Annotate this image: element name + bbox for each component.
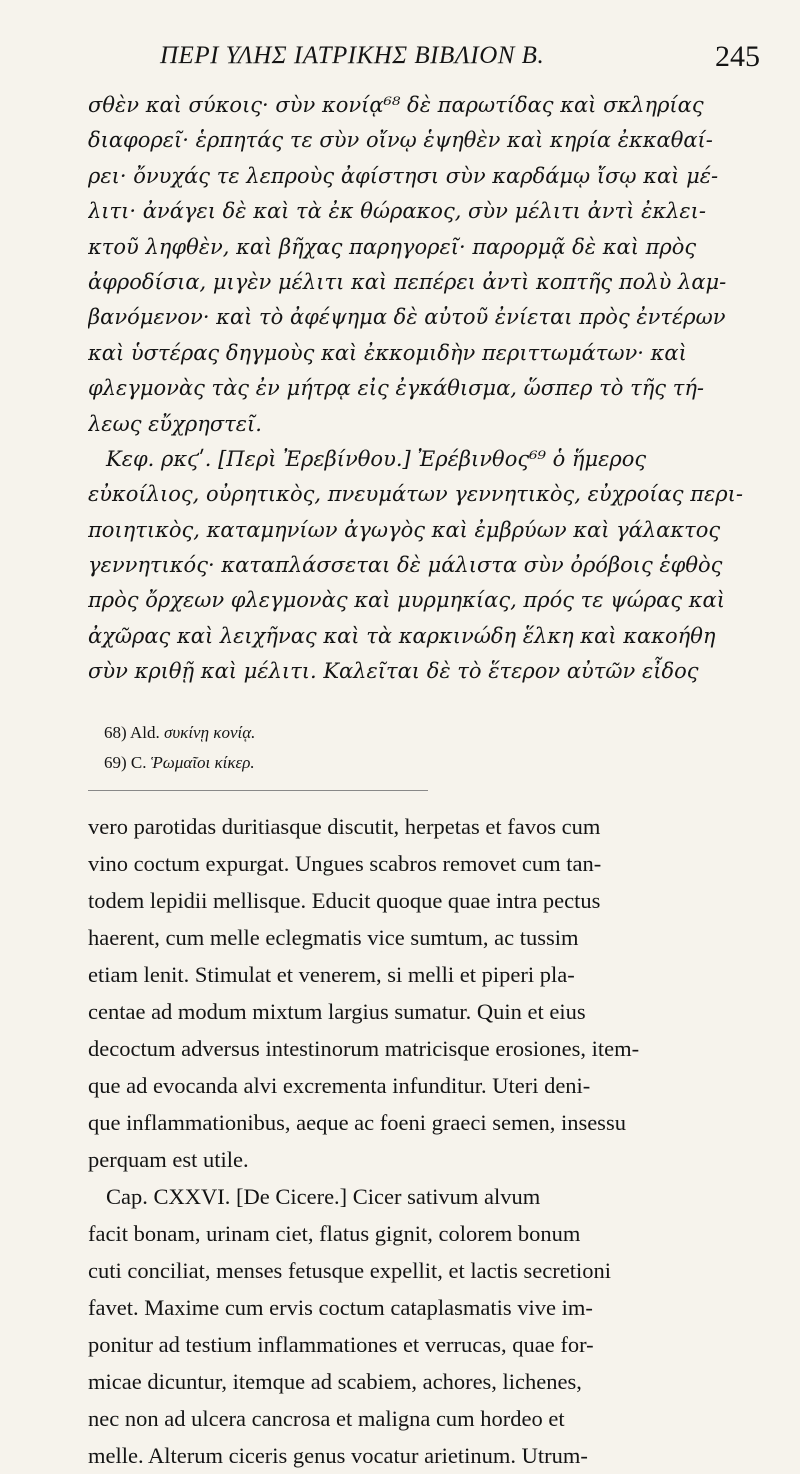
latin-line: melle. Alterum ciceris genus vocatur arietinum. Utrum- — [88, 1443, 588, 1468]
latin-line: facit bonam, urinam ciet, flatus gignit, colorem bonum — [88, 1221, 581, 1246]
latin-line: nec non ad ulcera cancrosa et maligna cum hordeo et — [88, 1406, 565, 1431]
greek-line: καὶ ὑστέρας δηγμοὺς καὶ ἐκκομιδὴν περιττωμάτων· καὶ — [88, 340, 687, 365]
greek-line: γεννητικός· καταπλάσσεται δὲ μάλιστα σὺν ὀρόβοις ἑφθὸς — [88, 553, 723, 578]
footnote-text: Ῥωμαῖοι κίκερ. — [150, 753, 255, 772]
latin-line: micae dicuntur, itemque ad scabiem, achores, lichenes, — [88, 1369, 582, 1394]
section-divider — [88, 790, 428, 791]
greek-line: πρὸς ὄρχεων φλεγμονὰς καὶ μυρμηκίας, πρός τε ψώρας καὶ — [88, 588, 725, 613]
greek-line: ρει· ὄνυχάς τε λεπροὺς ἀφίστησι σὺν καρδάμῳ ἴσῳ καὶ μέ- — [88, 163, 719, 188]
latin-chapter-heading-line: Cap. CXXVI. [De Cicere.] Cicer sativum alvum — [106, 1184, 541, 1209]
latin-line: haerent, cum melle eclegmatis vice sumtum, ac tussim — [88, 925, 579, 950]
latin-line: centae ad modum mixtum largius sumatur. Quin et eius — [88, 999, 586, 1024]
greek-line: ἀφροδίσια, μιγὲν μέλιτι καὶ πεπέρει ἀντὶ κοπτῆς πολὺ λαμ- — [88, 269, 727, 294]
latin-line: vero parotidas duritiasque discutit, herpetas et favos cum — [88, 814, 601, 839]
latin-line: que ad evocanda alvi excrementa infunditur. Uteri deni- — [88, 1073, 591, 1098]
greek-text-block — [88, 88, 764, 690]
latin-line: decoctum adversus intestinorum matricisque erosiones, item- — [88, 1036, 640, 1061]
page-number: 245 — [715, 40, 760, 73]
footnote-number: 68) — [104, 723, 127, 742]
greek-line: διαφορεῖ· ἑρπητάς τε σὺν οἴνῳ ἑψηθὲν καὶ κηρία ἐκκαθαί- — [88, 128, 713, 153]
greek-line: ποιητικὸς, καταμηνίων ἀγωγὸς καὶ ἐμβρύων καὶ γάλακτος — [88, 517, 721, 542]
footnote-source: Ald. — [129, 723, 160, 742]
footnote — [104, 748, 604, 778]
footnote-source: C. — [130, 753, 147, 772]
footnote-text: συκίνῃ κονίᾳ. — [163, 723, 256, 742]
running-title: ΠΕΡΙ ΥΛΗΣ ΙΑΤΡΙΚΗΣ ΒΙΒΛΙΟΝ Β. — [160, 42, 545, 69]
greek-line: σθὲν καὶ σύκοις· σὺν κονίᾳ⁶⁸ δὲ παρωτίδας καὶ σκληρίας — [88, 93, 704, 117]
greek-line: λεως εὔχρηστεῖ. — [88, 411, 262, 436]
page-header — [160, 28, 760, 88]
latin-line: que inflammationibus, aeque ac foeni graeci semen, insessu — [88, 1110, 626, 1135]
greek-chapter-heading-line: Κεφ. ρκϛʹ. [Περὶ Ἐρεβίνθου.] Ἐρέβινθος⁶⁹ ὁ ἥμερος — [106, 446, 647, 471]
footnotes — [104, 718, 604, 778]
latin-text-block — [88, 808, 768, 1474]
latin-line: ponitur ad testium inflammationes et verrucas, quae for- — [88, 1332, 594, 1357]
greek-line: ἀχῶρας καὶ λειχῆνας καὶ τὰ καρκινώδη ἕλκη καὶ κακοήθη — [88, 623, 716, 648]
greek-line: κτοῦ ληφθὲν, καὶ βῆχας παρηγορεῖ· παρορμᾷ δὲ καὶ πρὸς — [88, 234, 697, 259]
latin-line: vino coctum expurgat. Ungues scabros removet cum tan- — [88, 851, 602, 876]
latin-line: cuti conciliat, menses fetusque expellit, et lactis secretioni — [88, 1258, 611, 1283]
latin-line: perquam est utile. — [88, 1147, 249, 1172]
greek-line: σὺν κριθῇ καὶ μέλιτι. Καλεῖται δὲ τὸ ἕτερον αὐτῶν εἶδος — [88, 659, 699, 684]
greek-line: εὐκοίλιος, οὐρητικὸς, πνευμάτων γεννητικὸς, εὐχροίας περι- — [88, 482, 743, 507]
latin-line: favet. Maxime cum ervis coctum cataplasmatis vive im- — [88, 1295, 593, 1320]
greek-line: φλεγμονὰς τὰς ἐν μήτρᾳ εἰς ἐγκάθισμα, ὥσπερ τὸ τῆς τή- — [88, 376, 705, 401]
footnote — [104, 718, 604, 748]
latin-line: etiam lenit. Stimulat et venerem, si melli et piperi pla- — [88, 962, 575, 987]
greek-line: βανόμενον· καὶ τὸ ἀφέψημα δὲ αὐτοῦ ἐνίεται πρὸς ἐντέρων — [88, 305, 726, 330]
greek-line: λιτι· ἀνάγει δὲ καὶ τὰ ἐκ θώρακος, σὺν μέλιτι ἀντὶ ἐκλει- — [88, 199, 707, 224]
latin-line: todem lepidii mellisque. Educit quoque quae intra pectus — [88, 888, 601, 913]
footnote-number: 69) — [104, 753, 127, 772]
